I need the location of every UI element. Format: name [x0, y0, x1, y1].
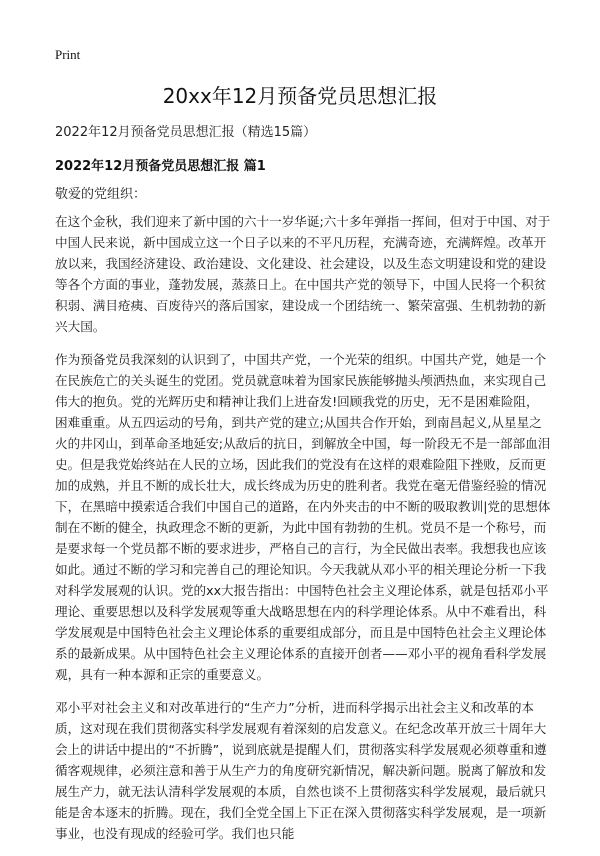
document-subtitle: 2022年12月预备党员思想汇报（精选15篇） [55, 125, 317, 140]
body-text [55, 211, 551, 856]
salutation: 敬爱的党组织： [55, 187, 147, 202]
page-title: 20xx年12月预备党员思想汇报 [162, 84, 438, 108]
paragraph: 邓小平对社会主义和对改革进行的“生产力”分析，进而科学揭示出社会主义和改革的本质，这对现在我们贯彻落实科学发展观有着深刻的启发意义。在纪念改革开放三十周年大会上的讲话中提出的“不折腾”，说到底就是提醒人们，贯彻落实科学发展观必须尊重和遵循客观规律，必须注意和善于从生产力的角度研究新情况，解决新问题。脱离了解放和发展生产力，就无法认清科学发展观的本质，自然也谈不上贯彻落实科学发展观，最后就只能是舍本逐末的折腾。现在，我们全党全国上下正在深入贯彻落实科学发展观，是一项新事业，也没有现成的经验可学。我们也只能 [55, 700, 547, 841]
paragraph: 在这个金秋，我们迎来了新中国的六十一岁华诞;六十多年弹指一挥间，但对于中国、对于中国人民来说，新中国成立这一个日子以来的不平凡历程，充满奇迹，充满辉煌。改革开放以来，我国经济建设、政治建设、文化建设、社会建设，以及生态文明建设和党的建设等各个方面的事业，蓬勃发展，蒸蒸日上。在中国共产党的领导下，中国人民将一个积贫积弱、满目疮痍、百废待兴的落后国家，建设成一个团结统一、繁荣富强、生机勃勃的新兴大国。 [55, 214, 551, 334]
print-link[interactable]: Print [55, 47, 81, 62]
paragraph: 作为预备党员我深刻的认识到了，中国共产党，一个光荣的组织。中国共产党，她是一个在民族危亡的关头诞生的党团。党员就意味着为国家民族能够抛头颅洒热血，来实现自己伟大的抱负。党的光辉历史和精神让我们上进奋发!回顾我党的历史，无不是困难险阻，困难重重。从五四运动的号角，到共产党的建立;从国共合作开始，到南昌起义,从星星之火的井冈山，到革命圣地延安;从敌后的抗日，到解放全中国，每一阶段无不是一部部血泪史。但是我党始终站在人民的立场，因此我们的党没有在这样的艰难险阻下挫败，反而更加的成熟，并且不断的成长壮大，成长终成为历史的胜利者。我党在毫无借鉴经验的情况下，在黑暗中摸索适合我们中国自己的道路，在内外夹击的中不断的吸取教训|党的思想体制在不断的健全，执政理念不断的更新，为此中国有勃勃的生机。党员不是一个称号，而是要求每一个党员都不断的要求进步，严格自己的言行，为全民做出表率。我想我也应该如此。通过不断的学习和完善自己的理论知识。今天我就从邓小平的相关理论分析一下我对科学发展观的认识。党的xx大报告指出：中国特色社会主义理论体系，就是包括邓小平理论、重要思想以及科学发展观等重大战略思想在内的科学理论体系。从中不难看出，科学发展观是中国特色社会主义理论体系的重要组成部分，而且是中国特色社会主义理论体系的最新成果。从中国特色社会主义理论体系的直接开创者——邓小平的视角看科学发展观，具有一种本源和正宗的重要意义。 [55, 352, 551, 682]
section-heading: 2022年12月预备党员思想汇报 篇1 [55, 159, 266, 174]
